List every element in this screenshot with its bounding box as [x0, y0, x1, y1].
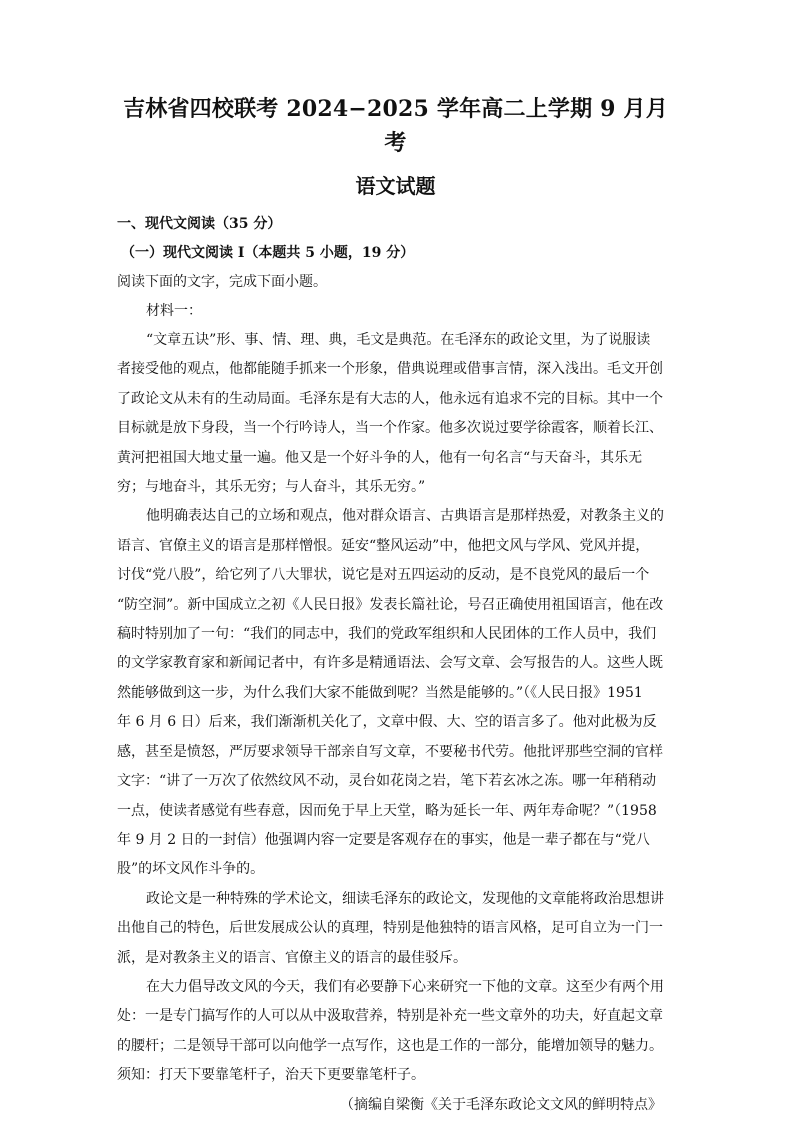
reading-instruction: 阅读下面的文字，完成下面小题。 — [117, 274, 327, 290]
paragraph-line: 黄河把祖国大地丈量一遍。他又是一个好斗争的人，他有一句名言“与天奋斗，其乐无 — [117, 449, 643, 466]
paragraph-line: 穷；与地奋斗，其乐无穷；与人奋斗，其乐无穷。” — [117, 479, 426, 496]
paragraph-4 — [117, 973, 674, 1091]
section-heading: 一、现代文阅读（35 分） — [117, 216, 282, 232]
paragraph-line: 然能够做到这一步，为什么我们大家不能做到呢？当然是能够的。”（《人民日报》1951 — [117, 684, 643, 701]
paragraph-line: 目标就是放下身段，当一个行吟诗人，当一个作家。他多次说过要学徐霞客，顺着长江、 — [117, 420, 663, 437]
paragraph-line: 须知：打天下要靠笔杆子，治天下更要靠笔杆子。 — [117, 1067, 425, 1084]
paragraph-line: 年 9 月 2 日的一封信）他强调内容一定要是客观存在的事实，他是一辈子都在与“党八 — [117, 831, 650, 848]
paragraph-line: 稿时特别加了一句：“我们的同志中，我们的党政军组织和人民团体的工作人员中，我们 — [117, 626, 657, 643]
paragraph-line: 他明确表达自己的立场和观点，他对群众语言、古典语言是那样热爱，对教条主义的 — [146, 508, 664, 525]
exam-title: 吉林省四校联考 2024−2025 学年高二上学期 9 月月考 — [123, 96, 668, 156]
paragraph-line: 感，甚至是愤怒，严厉要求领导干部亲自写文章，不要秘书代劳。他批评那些空洞的官样 — [117, 743, 663, 760]
paragraph-line: 一点，使读者感觉有些春意，因而免于早上天堂，略为延长一年、两年寿命呢？”（1958 — [117, 802, 657, 819]
source-citation: （摘编自梁衡《关于毛泽东政论文文风的鲜明特点》 — [340, 1096, 662, 1113]
paragraph-line: 者接受他的观点，他都能随手抓来一个形象，借典说理或借事言情，深入浅出。毛文开创 — [117, 361, 663, 378]
paragraph-line: 股”的坏文风作斗争的。 — [117, 861, 265, 878]
paragraph-line: 政论文是一种特殊的学术论文，细读毛泽东的政论文，发现他的文章能将政治思想讲 — [146, 890, 664, 907]
paragraph-line: 了政论文从未有的生动局面。毛泽东是有大志的人，他永远有追求不完的目标。其中一个 — [117, 390, 663, 407]
paragraph-line: 的腰杆；二是领导干部可以向他学一点写作，这也是工作的一部分，能增加领导的魅力。 — [117, 1037, 663, 1054]
paragraph-1 — [117, 326, 674, 502]
paragraph-line: 的文学家教育家和新闻记者中，有许多是精通语法、会写文章、会写报告的人。这些人既 — [117, 655, 663, 672]
paragraph-line: 出他自己的特色，后世发展成公认的真理，特别是他独特的语言风格，足可自立为一门一 — [117, 920, 663, 937]
exam-subtitle: 语文试题 — [355, 174, 436, 198]
paragraph-line: 讨伐“党八股”，给它列了八大罪状，说它是对五四运动的反动，是不良党风的最后一个 — [117, 567, 650, 584]
paragraph-line: 派，是对教条主义的语言、官僚主义的语言的最佳驳斥。 — [117, 949, 467, 966]
paragraph-line: 语言、官僚主义的语言是那样憎恨。延安“整风运动”中，他把文风与学风、党风并提， — [117, 537, 650, 554]
paragraph-line: 文字：“讲了一万次了依然纹风不动，灵台如花岗之岩，笔下若玄冰之冻。哪一年稍稍动 — [117, 773, 657, 790]
paragraph-line: “文章五诀”形、事、情、理、典，毛文是典范。在毛泽东的政论文里，为了说服读 — [146, 332, 651, 348]
paragraph-line: 处：一是专门搞写作的人可以从中汲取营养，特别是补充一些文章外的功夫，好直起文章 — [117, 1008, 663, 1025]
paragraph-3 — [117, 885, 674, 973]
paragraph-line: 年 6 月 6 日）后来，我们渐渐机关化了，文章中假、大、空的语言多了。他对此极为反 — [117, 714, 657, 731]
material-label: 材料一： — [146, 303, 202, 319]
paragraph-line: 在大力倡导改文风的今天，我们有必要静下心来研究一下他的文章。这至少有两个用 — [146, 978, 664, 995]
paragraph-line: “防空洞”。新中国成立之初《人民日报》发表长篇社论，号召正确使用祖国语言，他在改 — [117, 596, 664, 613]
subsection-heading: （一）现代文阅读 I（本题共 5 小题，19 分） — [121, 245, 415, 261]
paragraph-2 — [117, 502, 674, 884]
